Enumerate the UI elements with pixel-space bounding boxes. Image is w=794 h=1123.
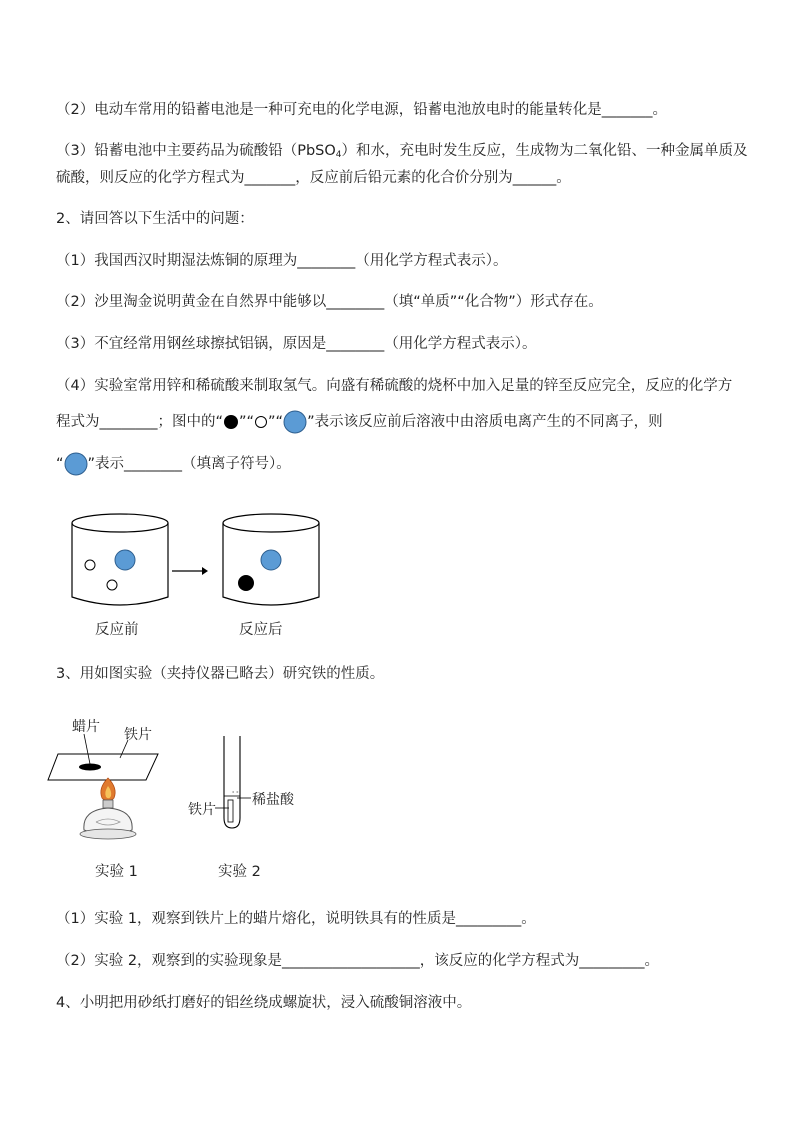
- label-iron-piece: 铁片: [188, 802, 216, 818]
- beaker-after: [223, 514, 319, 605]
- q3-part2: （2）实验 2，观察到的实验现象是___________________，该反应的化学方程式为_________。: [56, 953, 660, 969]
- white-ion-icon: [254, 415, 268, 429]
- q1-part3-subscript: 4: [335, 150, 342, 160]
- q2-part4-quote-2: ”“: [268, 414, 284, 430]
- beaker-after-figure: [216, 505, 336, 615]
- q1-part3-line2: 硫酸，则反应的化学方程式为_______，反应前后铅元素的化合价分别为______。: [56, 170, 571, 186]
- reaction-arrow: [172, 567, 208, 575]
- q2-part4-line1: （4）实验室常用锌和稀硫酸来制取氢气。向盛有稀硫酸的烧杯中加入足量的锌至反应完全，反应的化学方: [56, 378, 733, 394]
- blue-ion-icon-2: [64, 452, 88, 476]
- exp1-caption: 实验 1: [95, 864, 138, 880]
- exp2-caption: 实验 2: [218, 864, 261, 880]
- iron-sheet: [48, 754, 158, 780]
- q1-part2: （2）电动车常用的铅蓄电池是一种可充电的化学电源，铅蓄电池放电时的能量转化是_______。: [56, 102, 667, 118]
- white-ion-before-1: [85, 560, 95, 570]
- q2-part4-text-b: ”表示该反应前后溶液中由溶质电离产生的不同离子，则: [307, 414, 663, 430]
- q2-heading: 2、请回答以下生活中的问题：: [56, 211, 254, 227]
- beaker-before: [72, 514, 168, 605]
- q3-part1: （1）实验 1，观察到铁片上的蜡片熔化，说明铁具有的性质是_________。: [56, 911, 536, 927]
- blue-ion-icon: [283, 410, 307, 434]
- label-acid: 稀盐酸: [252, 792, 294, 808]
- white-ion-before-2: [107, 580, 117, 590]
- q2-part2: （2）沙里淘金说明黄金在自然界中能够以________（填“单质”“化合物”）形式存在。: [56, 294, 603, 310]
- q2-part4-open-quote: “: [56, 456, 64, 472]
- label-iron-sheet: 铁片: [124, 727, 152, 743]
- experiment-1-figure: [46, 730, 176, 850]
- q2-part4-line2: [56, 410, 663, 434]
- beaker-before-label: 反应前: [95, 622, 139, 638]
- q3-heading: 3、用如图实验（夹持仪器已略去）研究铁的性质。: [56, 666, 385, 682]
- black-ion-icon: [223, 414, 239, 430]
- q1-part3-text-a: （3）铅蓄电池中主要药品为硫酸铅（PbSO: [56, 143, 336, 159]
- q2-part4-text-b2: ”表示________（填离子符号）。: [87, 456, 291, 472]
- q2-part1: （1）我国西汉时期湿法炼铜的原理为________（用化学方程式表示）。: [56, 253, 508, 269]
- q1-part3-text-b: ）和水，充电时发生反应，生成物为二氧化铅、一种金属单质及: [341, 143, 748, 159]
- q2-part4-text-a: 程式为________；图中的“: [56, 414, 224, 430]
- label-wax: 蜡片: [72, 719, 100, 735]
- blue-ion-before: [115, 550, 135, 570]
- q1-part3-line1: [56, 141, 748, 165]
- q2-part3: （3）不宜经常用钢丝球擦拭铝锅，原因是________（用化学方程式表示）。: [56, 336, 537, 352]
- wax-piece: [79, 764, 101, 771]
- black-ion-after: [238, 575, 254, 591]
- blue-ion-after: [261, 550, 281, 570]
- q2-part4-line3: [56, 452, 291, 476]
- beaker-after-label: 反应后: [239, 622, 283, 638]
- svg-text:° °: ° °: [232, 791, 239, 797]
- q4-heading: 4、小明把用砂纸打磨好的铝丝绕成螺旋状，浸入硫酸铜溶液中。: [56, 995, 472, 1011]
- q2-part4-quote-1: ”“: [239, 414, 255, 430]
